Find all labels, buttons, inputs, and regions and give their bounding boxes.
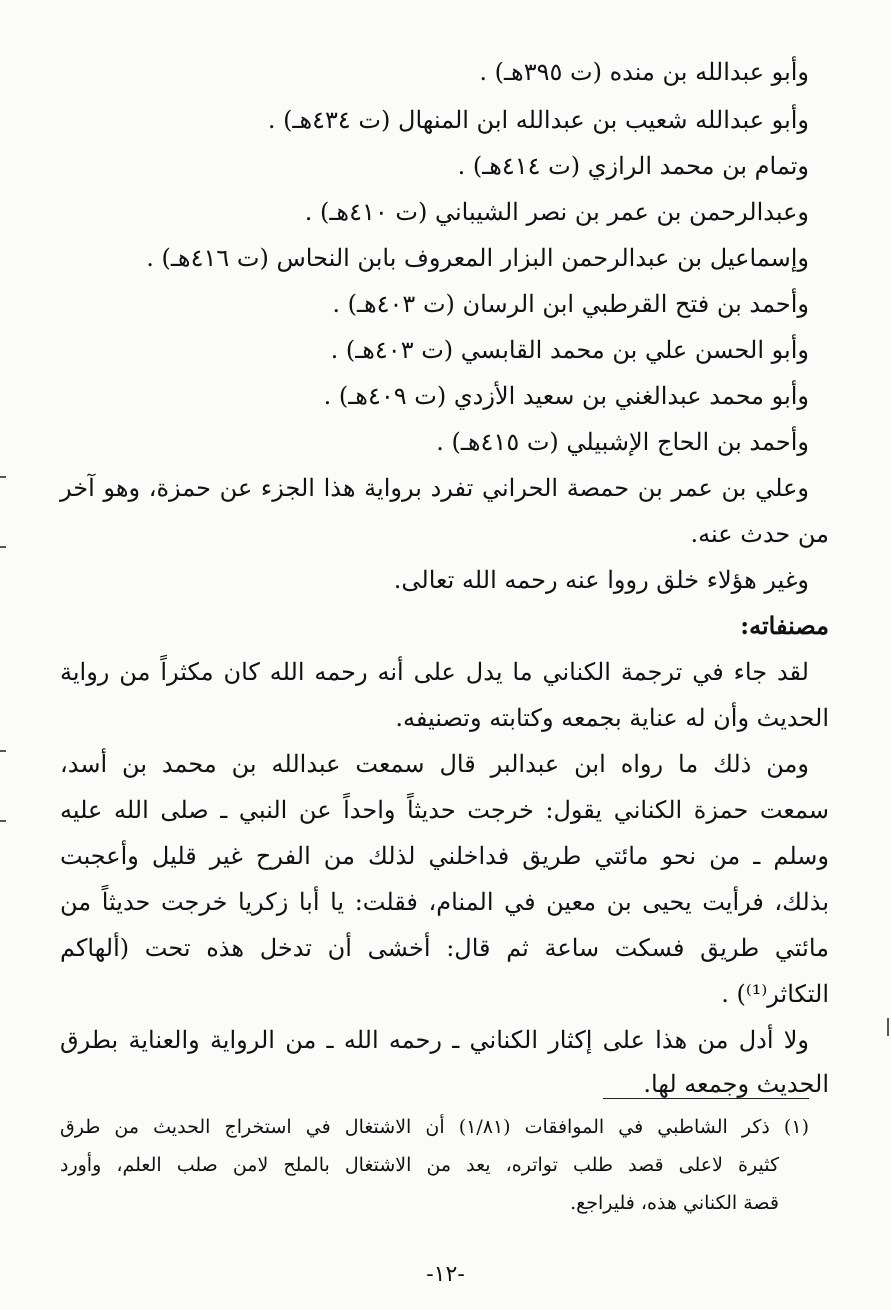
text-line-10: وعلي بن عمر بن حمصة الحراني تفرد برواية هذا الجزء عن حمزة، وهو آخر	[60, 474, 809, 502]
text-line-19: مائتي طريق فسكت ساعة ثم قال: أخشى أن تدخل هذه تحت (ألهاكم	[60, 934, 829, 962]
text-line-17: وسلم ـ من نحو مائتي طريق فداخلني لذلك من الفرح غير قليل وأعجبت	[60, 842, 829, 870]
scan-mark	[0, 820, 6, 822]
text-line-20: التكاثر⁽¹⁾) .	[721, 980, 829, 1008]
text-line-9: وأحمد بن الحاج الإشبيلي (ت ٤١٥هـ) .	[436, 428, 809, 456]
footnote-line-2: كثيرة لاعلى قصد طلب تواتره، يعد من الاشتغال بالملح لامن صلب العلم، وأورد	[60, 1154, 779, 1176]
text-line-14: الحديث وأن له عناية بجمعه وكتابته وتصنيفه.	[395, 704, 829, 732]
text-line-18: بذلك، فرأيت يحيى بن معين في المنام، فقلت: يا أبا زكريا خرجت حديثاً من	[60, 888, 829, 916]
text-line-8: وأبو محمد عبدالغني بن سعيد الأزدي (ت ٤٠٩هـ) .	[323, 382, 809, 410]
text-line-12: وغير هؤلاء خلق رووا عنه رحمه الله تعالى.	[393, 566, 809, 594]
scan-mark	[0, 750, 6, 752]
section-heading: مصنفاته:	[740, 611, 829, 640]
scan-mark	[0, 476, 6, 478]
text-line-6: وأحمد بن فتح القرطبي ابن الرسان (ت ٤٠٣هـ) .	[332, 290, 809, 318]
text-line-11: من حدث عنه.	[690, 520, 829, 548]
scan-mark	[887, 1018, 889, 1036]
text-line-22: الحديث وجمعه لها.	[643, 1070, 829, 1098]
page-number: -١٢-	[426, 1262, 465, 1287]
text-line-3: وتمام بن محمد الرازي (ت ٤١٤هـ) .	[457, 152, 809, 180]
text-line-13: لقد جاء في ترجمة الكناني ما يدل على أنه رحمه الله كان مكثراً من رواية	[60, 658, 809, 686]
text-line-21: ولا أدل من هذا على إكثار الكناني ـ رحمه الله ـ من الرواية والعناية بطرق	[60, 1026, 809, 1054]
text-line-2: وأبو عبدالله شعيب بن عبدالله ابن المنهال (ت ٤٣٤هـ) .	[267, 106, 809, 134]
text-line-7: وأبو الحسن علي بن محمد القابسي (ت ٤٠٣هـ) .	[330, 336, 809, 364]
text-line-15: ومن ذلك ما رواه ابن عبدالبر قال سمعت عبدالله بن محمد بن أسد،	[60, 750, 809, 778]
text-line-16: سمعت حمزة الكناني يقول: خرجت حديثاً واحداً عن النبي ـ صلى الله عليه	[60, 796, 829, 824]
text-line-5: وإسماعيل بن عبدالرحمن البزار المعروف بابن النحاس (ت ٤١٦هـ) .	[146, 244, 809, 272]
footnote-line-1: (١) ذكر الشاطبي في الموافقات (١/٨١) أن الاشتغال في استخراج الحديث من طرق	[60, 1116, 809, 1138]
footnote-line-3: قصة الكناني هذه، فليراجع.	[570, 1192, 779, 1214]
text-line-4: وعبدالرحمن بن عمر بن نصر الشيباني (ت ٤١٠هـ) .	[304, 198, 809, 226]
scan-mark	[0, 546, 6, 548]
footnote-divider	[603, 1098, 809, 1099]
text-line-1: وأبو عبدالله بن منده (ت ٣٩٥هـ) .	[479, 58, 809, 86]
